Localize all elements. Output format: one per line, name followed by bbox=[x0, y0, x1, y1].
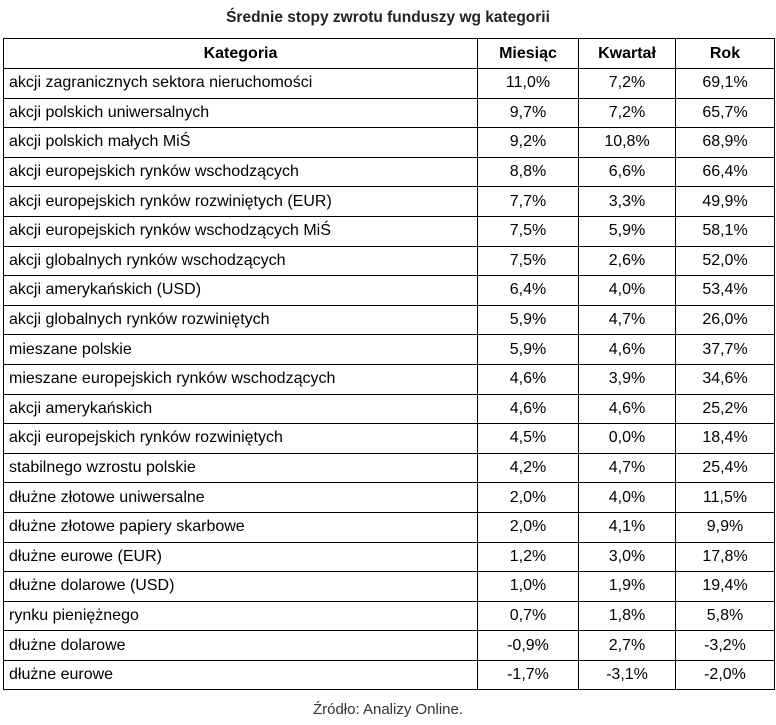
month-cell: 1,2% bbox=[478, 542, 579, 572]
month-cell: 7,7% bbox=[478, 187, 579, 217]
month-cell: 0,7% bbox=[478, 601, 579, 631]
month-cell: -1,7% bbox=[478, 660, 579, 690]
table-row bbox=[4, 246, 775, 276]
year-cell: 18,4% bbox=[676, 424, 775, 454]
month-cell: 7,5% bbox=[478, 216, 579, 246]
header-month: Miesiąc bbox=[478, 39, 579, 69]
table-row bbox=[4, 453, 775, 483]
table-row bbox=[4, 424, 775, 454]
year-cell: 49,9% bbox=[676, 187, 775, 217]
table-body bbox=[4, 69, 775, 690]
month-cell: 9,7% bbox=[478, 98, 579, 128]
quarter-cell: 3,9% bbox=[579, 364, 676, 394]
month-cell: 5,9% bbox=[478, 335, 579, 365]
quarter-cell: 2,6% bbox=[579, 246, 676, 276]
table-row bbox=[4, 631, 775, 661]
quarter-cell: 4,7% bbox=[579, 305, 676, 335]
quarter-cell: 6,6% bbox=[579, 157, 676, 187]
table-row bbox=[4, 660, 775, 690]
month-cell: 4,6% bbox=[478, 394, 579, 424]
header-row bbox=[4, 39, 775, 69]
category-cell: dłużne eurowe (EUR) bbox=[4, 542, 478, 572]
header-category: Kategoria bbox=[4, 39, 478, 69]
quarter-cell: 1,8% bbox=[579, 601, 676, 631]
table-row bbox=[4, 512, 775, 542]
table-row bbox=[4, 69, 775, 99]
month-cell: 5,9% bbox=[478, 305, 579, 335]
category-cell: dłużne złotowe uniwersalne bbox=[4, 483, 478, 513]
table-row bbox=[4, 187, 775, 217]
year-cell: -3,2% bbox=[676, 631, 775, 661]
quarter-cell: 0,0% bbox=[579, 424, 676, 454]
quarter-cell: 5,9% bbox=[579, 216, 676, 246]
category-cell: akcji amerykańskich (USD) bbox=[4, 276, 478, 306]
category-cell: mieszane europejskich rynków wschodzących bbox=[4, 364, 478, 394]
header-quarter: Kwartał bbox=[579, 39, 676, 69]
quarter-cell: 4,0% bbox=[579, 276, 676, 306]
year-cell: 19,4% bbox=[676, 572, 775, 602]
month-cell: 8,8% bbox=[478, 157, 579, 187]
year-cell: 26,0% bbox=[676, 305, 775, 335]
month-cell: 7,5% bbox=[478, 246, 579, 276]
header-year: Rok bbox=[676, 39, 775, 69]
year-cell: 69,1% bbox=[676, 69, 775, 99]
table-row bbox=[4, 542, 775, 572]
returns-table bbox=[3, 38, 775, 690]
category-cell: akcji europejskich rynków rozwiniętych bbox=[4, 424, 478, 454]
quarter-cell: 2,7% bbox=[579, 631, 676, 661]
year-cell: 17,8% bbox=[676, 542, 775, 572]
category-cell: mieszane polskie bbox=[4, 335, 478, 365]
quarter-cell: 3,0% bbox=[579, 542, 676, 572]
source-note: Źródło: Analizy Online. bbox=[312, 701, 464, 718]
month-cell: 9,2% bbox=[478, 128, 579, 158]
quarter-cell: 4,6% bbox=[579, 394, 676, 424]
year-cell: -2,0% bbox=[676, 660, 775, 690]
category-cell: akcji polskich małych MiŚ bbox=[4, 128, 478, 158]
table-row bbox=[4, 601, 775, 631]
year-cell: 66,4% bbox=[676, 157, 775, 187]
year-cell: 65,7% bbox=[676, 98, 775, 128]
table-row bbox=[4, 216, 775, 246]
quarter-cell: 4,6% bbox=[579, 335, 676, 365]
category-cell: akcji europejskich rynków rozwiniętych (EUR) bbox=[4, 187, 478, 217]
year-cell: 11,5% bbox=[676, 483, 775, 513]
quarter-cell: 7,2% bbox=[579, 98, 676, 128]
year-cell: 25,4% bbox=[676, 453, 775, 483]
year-cell: 34,6% bbox=[676, 364, 775, 394]
category-cell: akcji europejskich rynków wschodzących MiŚ bbox=[4, 216, 478, 246]
table-row bbox=[4, 483, 775, 513]
quarter-cell: 7,2% bbox=[579, 69, 676, 99]
quarter-cell: 4,0% bbox=[579, 483, 676, 513]
category-cell: akcji zagranicznych sektora nieruchomości bbox=[4, 69, 478, 99]
month-cell: 2,0% bbox=[478, 512, 579, 542]
month-cell: 4,6% bbox=[478, 364, 579, 394]
category-cell: akcji globalnych rynków wschodzących bbox=[4, 246, 478, 276]
year-cell: 53,4% bbox=[676, 276, 775, 306]
category-cell: akcji polskich uniwersalnych bbox=[4, 98, 478, 128]
table-row bbox=[4, 335, 775, 365]
month-cell: 6,4% bbox=[478, 276, 579, 306]
year-cell: 25,2% bbox=[676, 394, 775, 424]
year-cell: 9,9% bbox=[676, 512, 775, 542]
category-cell: rynku pieniężnego bbox=[4, 601, 478, 631]
category-cell: akcji globalnych rynków rozwiniętych bbox=[4, 305, 478, 335]
table-row bbox=[4, 157, 775, 187]
quarter-cell: 3,3% bbox=[579, 187, 676, 217]
year-cell: 68,9% bbox=[676, 128, 775, 158]
table-row bbox=[4, 572, 775, 602]
category-cell: dłużne eurowe bbox=[4, 660, 478, 690]
month-cell: 11,0% bbox=[478, 69, 579, 99]
quarter-cell: 4,1% bbox=[579, 512, 676, 542]
table-row bbox=[4, 128, 775, 158]
table-row bbox=[4, 364, 775, 394]
month-cell: 2,0% bbox=[478, 483, 579, 513]
month-cell: 4,5% bbox=[478, 424, 579, 454]
table-row bbox=[4, 276, 775, 306]
quarter-cell: 1,9% bbox=[579, 572, 676, 602]
quarter-cell: -3,1% bbox=[579, 660, 676, 690]
year-cell: 37,7% bbox=[676, 335, 775, 365]
year-cell: 58,1% bbox=[676, 216, 775, 246]
category-cell: dłużne dolarowe bbox=[4, 631, 478, 661]
month-cell: 4,2% bbox=[478, 453, 579, 483]
table-row bbox=[4, 305, 775, 335]
quarter-cell: 10,8% bbox=[579, 128, 676, 158]
quarter-cell: 4,7% bbox=[579, 453, 676, 483]
year-cell: 52,0% bbox=[676, 246, 775, 276]
table-title: Średnie stopy zwrotu funduszy wg kategorii bbox=[226, 9, 550, 26]
category-cell: akcji amerykańskich bbox=[4, 394, 478, 424]
category-cell: dłużne złotowe papiery skarbowe bbox=[4, 512, 478, 542]
category-cell: akcji europejskich rynków wschodzących bbox=[4, 157, 478, 187]
category-cell: stabilnego wzrostu polskie bbox=[4, 453, 478, 483]
month-cell: -0,9% bbox=[478, 631, 579, 661]
month-cell: 1,0% bbox=[478, 572, 579, 602]
year-cell: 5,8% bbox=[676, 601, 775, 631]
category-cell: dłużne dolarowe (USD) bbox=[4, 572, 478, 602]
table-row bbox=[4, 394, 775, 424]
table-row bbox=[4, 98, 775, 128]
